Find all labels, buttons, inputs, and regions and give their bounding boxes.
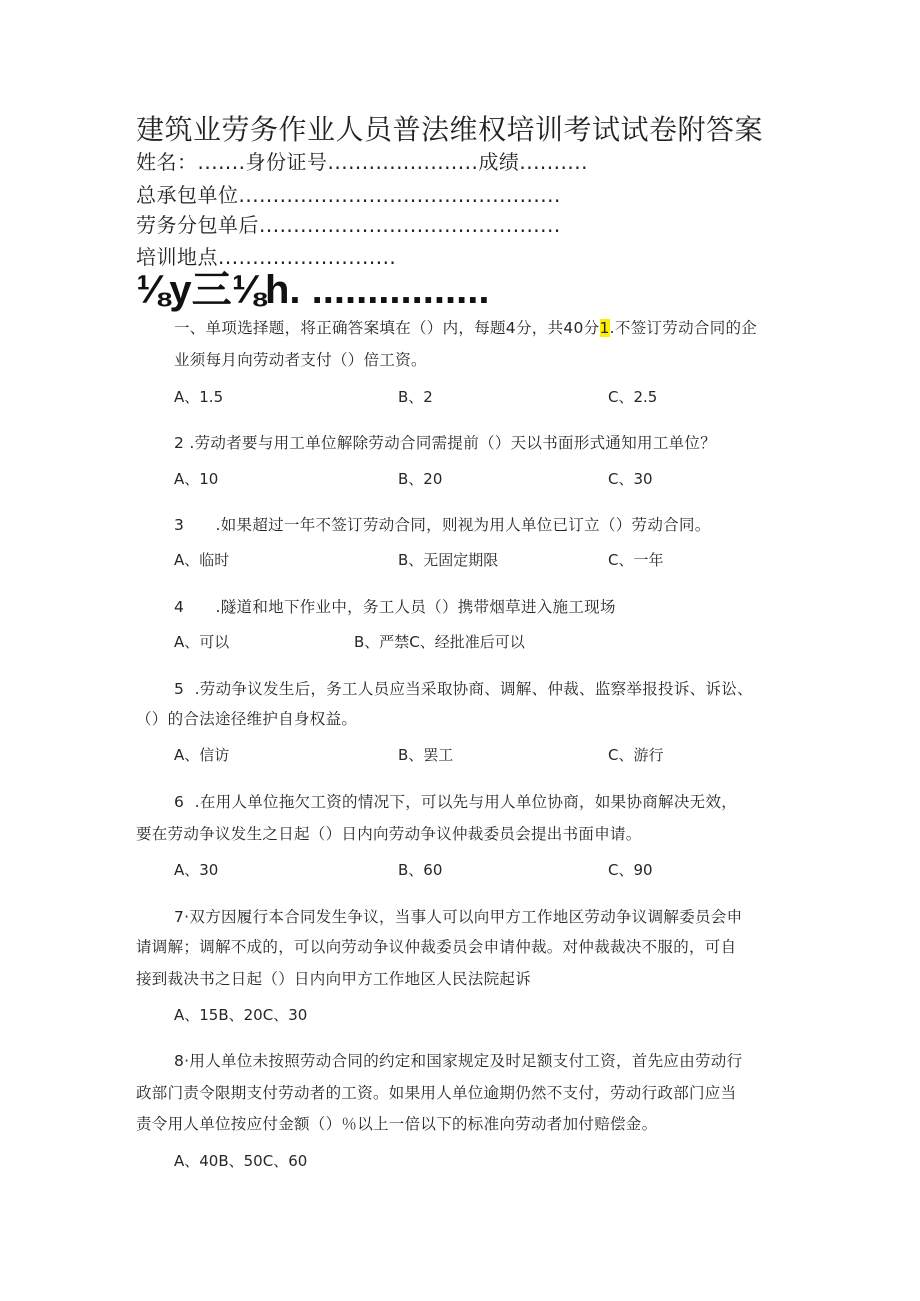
q7-options: A、15B、20C、30: [174, 1006, 308, 1024]
q5-text-line2: （）的合法途径维护自身权益。: [136, 710, 358, 728]
section-intro-q1: [174, 316, 757, 338]
q7-text-line1: 7·双方因履行本合同发生争议，当事人可以向甲方工作地区劳动争议调解委员会申: [174, 908, 743, 926]
q3-option-c: C、一年: [608, 551, 664, 569]
q4-option-bc: B、严禁C、经批准后可以: [354, 633, 525, 651]
q2-option-b: B、20: [398, 470, 443, 488]
q5-option-c: C、游行: [608, 746, 664, 764]
section-intro-text: 一、单项选择题，将正确答案填在（）内，每题4分，共40分: [174, 319, 600, 337]
q5-option-b: B、罢工: [398, 746, 454, 764]
subcontractor-line: 劳务分包单后............................................: [136, 213, 561, 237]
q8-text-line3: 责令用人单位按应付金额（）％以上一倍以下的标准向劳动者加付赔偿金。: [136, 1115, 658, 1133]
q2-option-a: A、10: [174, 470, 219, 488]
q8-options: A、40B、50C、60: [174, 1152, 308, 1170]
q1-text: .不签订劳动合同的企: [609, 319, 758, 337]
name-id-score-line: 姓名：.......身份证号......................成绩..........: [136, 150, 588, 174]
contractor-line: 总承包单位...............................................: [136, 183, 561, 207]
q1-option-c: C、2.5: [608, 388, 658, 406]
q4-option-a: A、可以: [174, 633, 230, 651]
q2-text: 2 .劳动者要与用工单位解除劳动合同需提前（）天以书面形式通知用工单位？: [174, 434, 717, 452]
q3-text: 3 .如果超过一年不签订劳动合同，则视为用人单位已订立（）劳动合同。: [174, 516, 711, 534]
q6-text-line2: 要在劳动争议发生之日起（）日内向劳动争议仲裁委员会提出书面申请。: [136, 825, 642, 843]
q3-option-b: B、无固定期限: [398, 551, 499, 569]
training-location-line: 培训地点..........................: [136, 245, 397, 269]
q4-text: 4 .隧道和地下作业中，务工人员（）携带烟草进入施工现场: [174, 598, 616, 616]
q5-option-a: A、信访: [174, 746, 230, 764]
q6-option-c: C、90: [608, 861, 653, 879]
document-title: 建筑业劳务作业人员普法维权培训考试试卷附答案: [136, 113, 764, 146]
q8-text-line1: 8·用人单位未按照劳动合同的约定和国家规定及时足额支付工资，首先应由劳动行: [174, 1052, 743, 1070]
q8-text-line2: 政部门责令限期支付劳动者的工资。如果用人单位逾期仍然不支付，劳动行政部门应当: [136, 1084, 737, 1102]
q1-text-line2: 业须每月向劳动者支付（）倍工资。: [174, 351, 427, 369]
garbled-heading: ⅛y三⅛h. ................: [136, 268, 490, 312]
q3-option-a: A、临时: [174, 551, 230, 569]
q5-text-line1: 5 .劳动争议发生后，务工人员应当采取协商、调解、仲裁、监察举报投诉、诉讼、: [174, 680, 753, 698]
q7-text-line3: 接到裁决书之日起（）日内向甲方工作地区人民法院起诉: [136, 970, 532, 988]
question-number-highlight: 1: [599, 319, 610, 337]
q2-option-c: C、30: [608, 470, 653, 488]
q6-option-b: B、60: [398, 861, 443, 879]
q6-text-line1: 6 .在用人单位拖欠工资的情况下，可以先与用人单位协商，如果协商解决无效，: [174, 793, 738, 811]
q1-option-a: A、1.5: [174, 388, 224, 406]
q6-option-a: A、30: [174, 861, 219, 879]
q1-option-b: B、2: [398, 388, 433, 406]
q7-text-line2: 请调解；调解不成的，可以向劳动争议仲裁委员会申请仲裁。对仲裁裁决不服的，可自: [136, 938, 737, 956]
